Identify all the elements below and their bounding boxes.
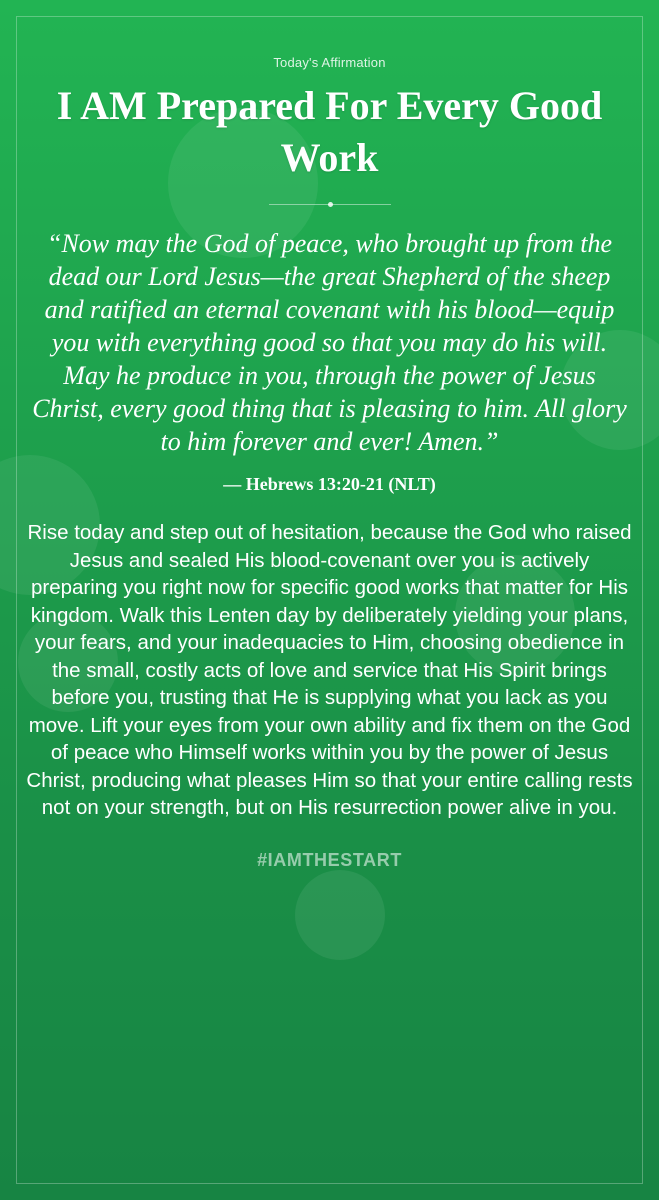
- scripture-quote: “Now may the God of peace, who brought up from the dead our Lord Jesus—the great Shepherd of the sheep and ratified an eternal covenant with his blood—equip you with everything good so that you may do his will. May he produce in you, through the power of Jesus Christ, every good thing that is pleasing to him. All glory to him forever and ever! Amen.”: [32, 229, 627, 456]
- eyebrow-label: Today's Affirmation: [273, 55, 386, 70]
- affirmation-title: I AM Prepared For Every Good Work: [56, 83, 603, 180]
- scripture-reference: — Hebrews 13:20-21 (NLT): [223, 474, 436, 494]
- divider: [269, 204, 391, 205]
- hashtag: #IAMTHESTART: [257, 849, 402, 870]
- affirmation-body: Rise today and step out of hesitation, because the God who raised Jesus and sealed His blood-covenant over you is actively preparing you right now for specific good works that matter for His kingdom. Walk this Lenten day by deliberately yielding your plans, your fears, and your inadequacies to Him, choosing obedience in the small, costly acts of love and service that His Spirit brings before you, trusting that He is supplying what you lack as you move. Lift your eyes from your own ability and fix them on the God of peace who Himself works within you by the power of Jesus Christ, producing what pleases Him so that your entire calling rests not on your strength, but on His resurrection power alive in you.: [26, 521, 633, 819]
- divider-dot: [328, 202, 333, 207]
- bokeh-circle: [295, 870, 385, 960]
